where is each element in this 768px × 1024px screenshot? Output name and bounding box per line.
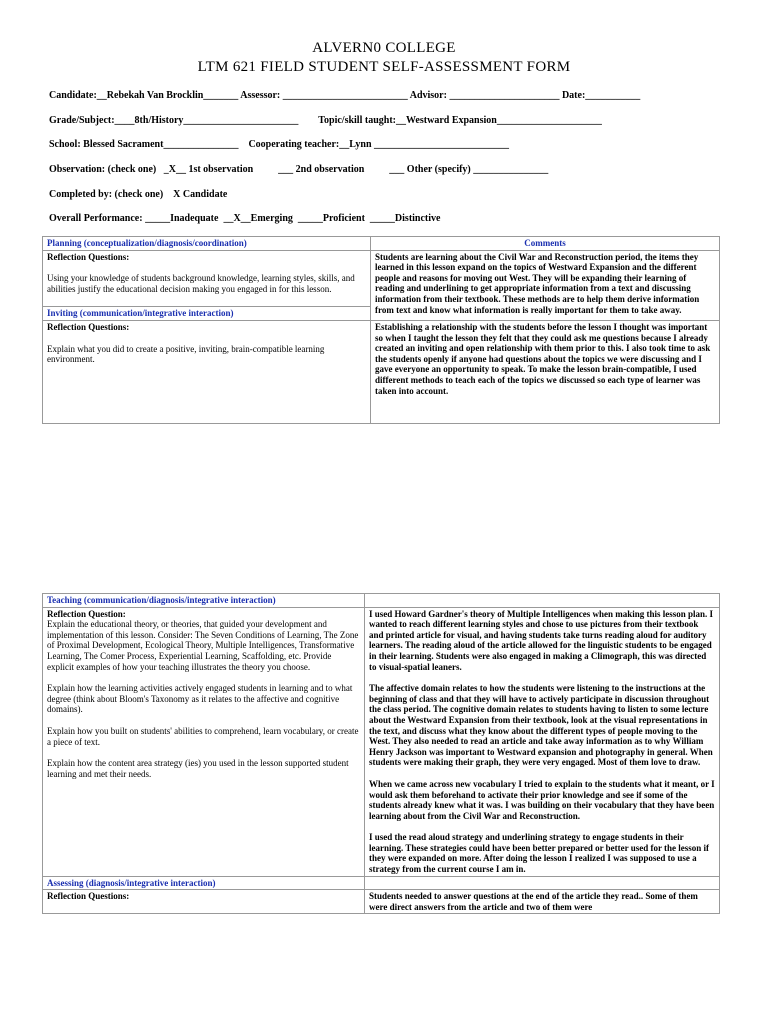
teaching-header-blank bbox=[365, 594, 720, 608]
first-observation-option: _X__ 1st observation bbox=[163, 164, 254, 175]
teaching-answer-4: I used the read aloud strategy and underlining strategy to engage students in their learning. These strategies could have been better prepared or better used for the lesson if they were expanded on more. After doing the lesson I realized I was supposed to use a strategy from the current course I am in. bbox=[369, 832, 710, 875]
table-row bbox=[43, 594, 720, 608]
comments-header: Comments bbox=[371, 237, 720, 251]
teaching-question-3: Explain how you built on students' abilities to comprehend, learn vocabulary, or create a piece of text. bbox=[47, 725, 359, 747]
inadequate-option: _____Inadequate bbox=[145, 213, 219, 224]
grade-label: Grade/Subject: bbox=[49, 115, 115, 126]
teaching-reflection-label: Reflection Question: bbox=[47, 608, 126, 619]
candidate-value: __Rebekah Van Brocklin_______ bbox=[96, 90, 239, 101]
college-title: ALVERN0 COLLEGE bbox=[312, 40, 456, 56]
inviting-question: Explain what you did to create a positive, inviting, brain-compatible learning environment. bbox=[47, 343, 325, 365]
table-row bbox=[43, 876, 720, 890]
assessing-header: Assessing (diagnosis/integrative interaction) bbox=[43, 876, 365, 890]
date-value: ___________ bbox=[585, 90, 641, 101]
observation-label: Observation: (check one) bbox=[49, 164, 157, 175]
date-label: Date: bbox=[561, 90, 586, 101]
completed-by-label: Completed by: (check one) bbox=[49, 189, 164, 200]
teaching-question-cell bbox=[43, 607, 365, 876]
assessing-answer: Students needed to answer questions at the end of the article they read.. Some of them were direct answers from the article and two of them were bbox=[365, 890, 720, 914]
teaching-answer-1: I used Howard Gardner's theory of Multiple Intelligences when making this lesson plan. I wanted to reach different learning styles and chose to use pictures from their textbook and printed article for visual, and having students take turns reading aloud for auditory learners. The reading aloud of the article allowed for the linguistic students to be engaged in their learning. Students were also engaged in making a Climograph, this was directed to visual-spatial leaners. bbox=[369, 608, 714, 672]
emerging-option: __X__Emerging bbox=[223, 213, 293, 224]
school-line bbox=[49, 139, 509, 150]
planning-answer: Students are learning about the Civil War and Reconstruction period, the items they learned in this lesson expand on the topics of Westward Expansion and the different people and reasons for moving out West. They will be expanding their learning of reading and underlining to get appropriate information from a text and discussing information from their textbook. These methods are to help them derive information from text and know what information is really important for them to take away. bbox=[371, 250, 720, 320]
school-label: School: bbox=[49, 139, 81, 150]
other-observation-option: ___ Other (specify) _______________ bbox=[389, 164, 549, 175]
performance-label: Overall Performance: bbox=[49, 213, 143, 224]
cooperating-teacher-label: Cooperating teacher: bbox=[248, 139, 340, 150]
teaching-assessing-table bbox=[42, 593, 720, 914]
planning-reflection-label: Reflection Questions: bbox=[47, 251, 130, 262]
table-row bbox=[43, 250, 720, 307]
school-value: Blessed Sacrament_______________ bbox=[83, 139, 239, 150]
form-title: LTM 621 FIELD STUDENT SELF-ASSESSMENT FORM bbox=[197, 59, 571, 75]
assessing-header-blank bbox=[365, 876, 720, 890]
assessor-value: _________________________ bbox=[282, 90, 408, 101]
advisor-label: Advisor: bbox=[409, 90, 447, 101]
inviting-question-cell bbox=[43, 320, 371, 423]
table-row bbox=[43, 237, 720, 251]
cooperating-teacher-value: __Lynn ___________________________ bbox=[339, 139, 510, 150]
proficient-option: _____Proficient bbox=[297, 213, 365, 224]
topic-value: __Westward Expansion_____________________ bbox=[395, 115, 602, 126]
performance-line bbox=[49, 213, 440, 224]
candidate-label: Candidate: bbox=[49, 90, 97, 101]
teaching-answer-2: The affective domain relates to how the students were listening to the instructions at the beginning of class and that they will have to actively participate in discussion throughout the class period. The cognitive domain relates to students having to listen to some lecture about the Westward Expansion from their textbook, look at the visual representations in the text, and discuss what they know about the different types of people moving to the West. They also needed to read an article and take away information as to why William Henry Jackson was important to Westward expansion and photography in general. When students were making their graph, they were very engaged. Most of them love to draw. bbox=[369, 683, 713, 768]
teaching-header: Teaching (communication/diagnosis/integrative interaction) bbox=[43, 594, 365, 608]
completed-by-value: X Candidate bbox=[173, 189, 228, 200]
second-observation-option: ___ 2nd observation bbox=[278, 164, 365, 175]
teaching-answer-3: When we came across new vocabulary I tried to explain to the students what it meant, or I would ask them beforehand to activate their prior knowledge and see if some of the students already knew what it was. I was building on their vocabulary that they have been learning about from the Civil War and Reconstruction. bbox=[369, 778, 715, 821]
teaching-answer-cell bbox=[365, 607, 720, 876]
assessing-reflection-label: Reflection Questions: bbox=[43, 890, 365, 914]
teaching-question-4: Explain how the content area strategy (ies) you used in the lesson supported student learning and met their needs. bbox=[47, 758, 349, 779]
table-row bbox=[43, 320, 720, 423]
completed-by-line bbox=[49, 189, 227, 200]
observation-line bbox=[49, 164, 548, 175]
teaching-question-2: Explain how the learning activities actively engaged students in learning and to what degree (think about Bloom's Taxonomy as it relates to the affective and cognitive domains). bbox=[47, 683, 353, 715]
planning-question-cell bbox=[43, 250, 371, 307]
assessor-label: Assessor: bbox=[240, 90, 281, 101]
advisor-value: ______________________ bbox=[449, 90, 560, 101]
grade-line bbox=[49, 115, 602, 126]
topic-label: Topic/skill taught: bbox=[318, 115, 396, 126]
table-row bbox=[43, 607, 720, 876]
planning-inviting-table bbox=[42, 236, 720, 424]
candidate-line bbox=[49, 90, 640, 101]
inviting-answer: Establishing a relationship with the students before the lesson I thought was important so when I taught the lesson they felt that they could ask me questions because I already created an inviting and open relationship with them prior to this. I also took time to ask the students openly if anyone had questions about the topics we were discussing and I gave everyone an opportunity to speak. To make the lesson brain-compatible, I used different methods to teach each of the topics we discussed so each type of learner was taken into account. bbox=[371, 320, 720, 423]
inviting-header: Inviting (communication/integrative interaction) bbox=[43, 307, 371, 321]
inviting-reflection-label: Reflection Questions: bbox=[47, 321, 130, 332]
distinctive-option: _____Distinctive bbox=[369, 213, 441, 224]
table-row bbox=[43, 890, 720, 914]
teaching-question-1: Explain the educational theory, or theories, that guided your development and implementation of this lesson. Consider: The Seven Conditions of Learning, The Zone of Proximal Development, Ecological Theory, Multiple Intelligences, Transformative Learning, The Comer Process, Experiential Learning, Scaffolding, etc. Provide explicit examples of how your teaching illustrates the theory you choose. bbox=[47, 619, 359, 672]
grade-value: ____8th/History_______________________ bbox=[114, 115, 299, 126]
planning-question: Using your knowledge of students background knowledge, learning styles, skills, and abilities justify the educational decision making you engaged in for this lesson. bbox=[47, 273, 355, 294]
planning-header: Planning (conceptualization/diagnosis/coordination) bbox=[43, 237, 371, 251]
